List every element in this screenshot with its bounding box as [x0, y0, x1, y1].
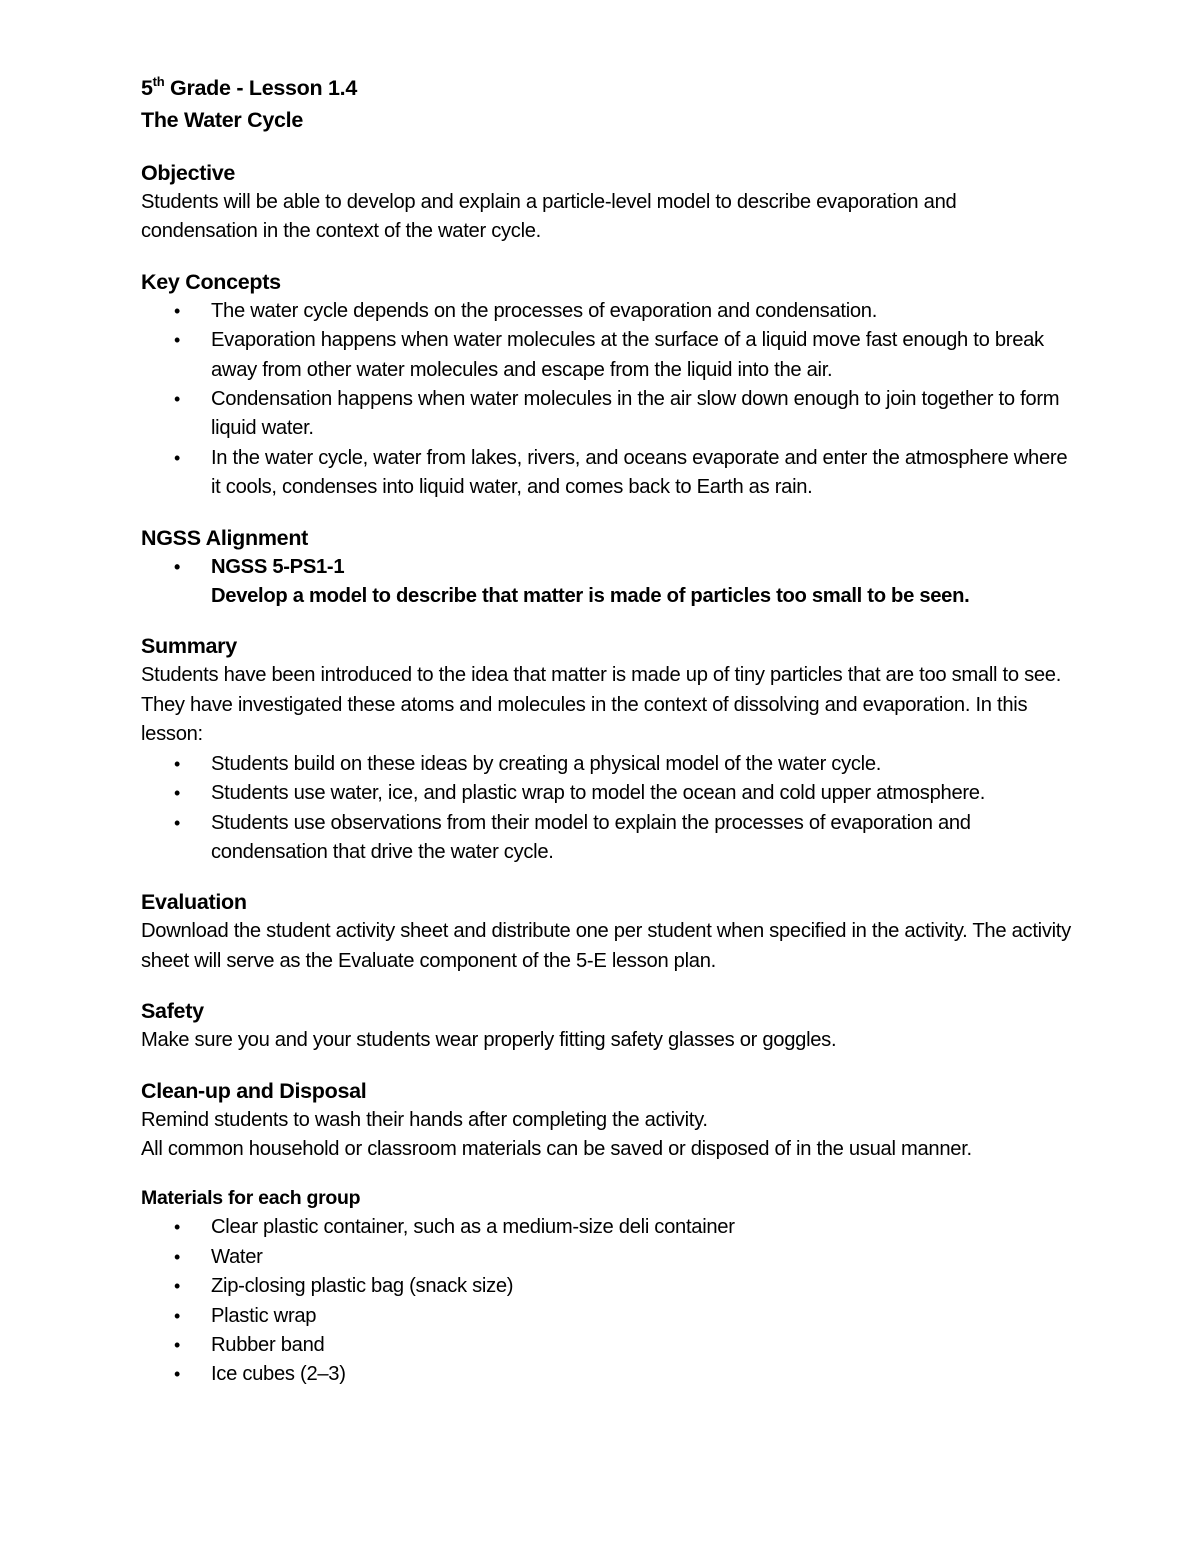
- ngss-description: Develop a model to describe that matter is made of particles too small to be seen.: [211, 585, 970, 608]
- key-concepts-list: [141, 297, 1071, 503]
- materials-heading: Materials for each group: [141, 1187, 361, 1210]
- safety-text: Make sure you and your students wear properly fitting safety glasses or goggles.: [141, 1029, 837, 1052]
- bullet-icon: •: [174, 812, 181, 833]
- materials-list: [141, 1213, 1071, 1389]
- bullet-icon: •: [174, 753, 181, 774]
- evaluation-text: Download the student activity sheet and distribute one per student when specified in the activity. The activity sheet will serve as the Evaluate component of the 5-E lesson plan.: [141, 920, 1071, 972]
- bullet-icon: •: [174, 783, 181, 804]
- summary-text: Students have been introduced to the idea that matter is made up of tiny particles that are too small to see. They have investigated these atoms and molecules in the context of dissolving and evaporation. In this lesson:: [141, 664, 1062, 746]
- list-item: • Students use water, ice, and plastic wrap to model the ocean and cold upper atmosphere.: [211, 779, 1071, 808]
- bullet-icon: •: [174, 1217, 181, 1238]
- bullet-icon: •: [174, 330, 181, 351]
- summary-list: [141, 750, 1071, 868]
- summary-heading: Summary: [141, 634, 237, 659]
- list-item: [174, 553, 1071, 612]
- grade-superscript: th: [152, 73, 165, 89]
- cleanup-line-1: Remind students to wash their hands after completing the activity.: [141, 1108, 708, 1131]
- bullet-icon: •: [174, 1334, 181, 1355]
- cleanup-line-2: All common household or classroom materials can be saved or disposed of in the usual manner.: [141, 1137, 972, 1160]
- list-item: • Students use observations from their model to explain the processes of evaporation and condensation that drive the water cycle.: [211, 809, 1071, 868]
- list-item: • Plastic wrap: [211, 1302, 1071, 1331]
- bullet-icon: •: [174, 1364, 181, 1385]
- list-item: • Water: [211, 1243, 1071, 1272]
- objective-text: Students will be able to develop and explain a particle-level model to describe evaporation and condensation in the context of the water cycle.: [141, 191, 957, 243]
- grade-number: 5: [141, 76, 153, 100]
- list-item: • In the water cycle, water from lakes, rivers, and oceans evaporate and enter the atmosphere where it cools, condenses into liquid water, and comes back to Earth as rain.: [211, 444, 1071, 503]
- bullet-icon: •: [174, 389, 181, 410]
- evaluation-heading: Evaluation: [141, 890, 247, 915]
- bullet-icon: •: [174, 1246, 181, 1267]
- list-item: • Clear plastic container, such as a medium-size deli container: [211, 1213, 1071, 1242]
- list-item: • Rubber band: [211, 1331, 1071, 1360]
- ngss-code: NGSS 5-PS1-1: [211, 555, 345, 578]
- bullet-icon: •: [174, 300, 181, 321]
- key-concepts-heading: Key Concepts: [141, 269, 281, 294]
- safety-heading: Safety: [141, 999, 204, 1024]
- list-item: • Students build on these ideas by creating a physical model of the water cycle.: [211, 750, 1071, 779]
- list-item: • Ice cubes (2–3): [211, 1360, 1071, 1389]
- ngss-list: [141, 553, 1071, 612]
- objective-heading: Objective: [141, 161, 236, 185]
- bullet-icon: •: [174, 447, 181, 468]
- list-item: • Zip-closing plastic bag (snack size): [211, 1272, 1071, 1301]
- list-item: • The water cycle depends on the processes of evaporation and condensation.: [211, 297, 1071, 326]
- lesson-title: The Water Cycle: [141, 108, 303, 132]
- list-item: • Evaporation happens when water molecules at the surface of a liquid move fast enough to break away from other water molecules and escape from the liquid into the air.: [211, 326, 1071, 385]
- bullet-icon: •: [174, 556, 181, 577]
- list-item: • Condensation happens when water molecules in the air slow down enough to join together to form liquid water.: [211, 385, 1071, 444]
- lesson-grade-heading: [141, 72, 1071, 104]
- bullet-icon: •: [174, 1305, 181, 1326]
- cleanup-heading: Clean-up and Disposal: [141, 1078, 367, 1103]
- bullet-icon: •: [174, 1276, 181, 1297]
- ngss-heading: NGSS Alignment: [141, 525, 309, 550]
- lesson-page: [141, 72, 1071, 1390]
- grade-rest: Grade - Lesson 1.4: [164, 76, 357, 100]
